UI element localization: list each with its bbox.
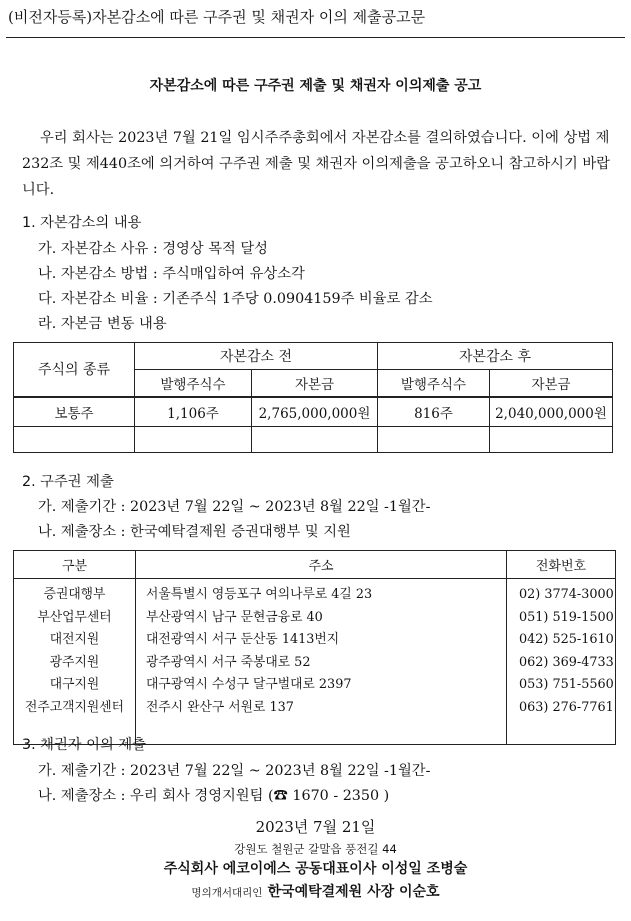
shares-before-value: 1,106주 [135, 397, 252, 427]
section2-item: 가. 제출기간 : 2023년 7월 22일 ~ 2023년 8월 22일 -1월간- [38, 499, 431, 515]
row-stock-type: 보통주 [14, 397, 135, 427]
empty-cell [252, 427, 378, 453]
phone-number: 051) 519-1500 [519, 609, 614, 625]
col-capital-before: 자본금 [252, 370, 378, 397]
address-text: 광주광역시 서구 죽봉대로 52 [146, 654, 311, 670]
document-header: (비전자등록)자본감소에 따른 구주권 및 채권자 이의 제출공고문 [8, 8, 426, 26]
division-list [14, 579, 136, 745]
empty-cell [378, 427, 490, 453]
col-capital-after: 자본금 [490, 370, 613, 397]
capital-change-table [13, 342, 613, 453]
address-list [136, 579, 507, 745]
empty-cell [135, 427, 252, 453]
capital-after-value: 2,040,000,000원 [490, 397, 613, 427]
section3-item: 가. 제출기간 : 2023년 7월 22일 ~ 2023년 8월 22일 -1월간- [38, 763, 431, 779]
phone-number: 063) 276-7761 [519, 699, 614, 715]
phone-list [507, 579, 616, 745]
capital-before-value: 2,765,000,000원 [252, 397, 378, 427]
section2-item: 나. 제출장소 : 한국예탁결제원 증권대행부 및 지원 [38, 524, 351, 540]
address-text: 대구광역시 수성구 달구벌대로 2397 [146, 677, 352, 693]
section3-item: 나. 제출장소 : 우리 회사 경영지원팀 (☎ 1670 - 2350 ) [38, 788, 390, 804]
submission-location-table [13, 550, 616, 745]
phone-number: 02) 3774-3000 [519, 587, 614, 602]
phone-number: 042) 525-1610 [519, 632, 614, 648]
col-shares-after: 발행주식수 [378, 370, 490, 397]
address-text: 대전광역시 서구 둔산동 1413번지 [146, 632, 340, 648]
section1-item: 가. 자본감소 사유 : 경영상 목적 달성 [38, 241, 268, 257]
empty-cell [490, 427, 613, 453]
division-name: 증권대행부 [43, 587, 106, 602]
notice-date: 2023년 7월 21일 [255, 818, 376, 836]
division-name: 광주지원 [49, 654, 100, 670]
col-stock-type: 주식의 종류 [14, 343, 135, 397]
section2-heading: 2. 구주권 제출 [22, 474, 114, 490]
company-representatives: 주식회사 에코이에스 공동대표이사 이성일 조병술 [163, 861, 468, 877]
col-division: 구분 [14, 551, 136, 579]
section1-item: 나. 자본감소 방법 : 주식매입하여 유상소각 [38, 266, 305, 282]
intro-paragraph: 우리 회사는 2023년 7월 21일 임시주주총회에서 자본감소를 결의하였습니다. 이에 상법 제232조 및 제440조에 의거하여 구주권 제출 및 채권자 이의제출을 공고하오니 참고하시기 바랍니다. [22, 130, 610, 198]
transfer-agent-label: 명의개서대리인 [191, 887, 263, 899]
transfer-agent [0, 881, 631, 901]
col-address: 주소 [136, 551, 507, 579]
address-text: 전주시 완산구 서원로 137 [146, 699, 294, 715]
section1-item: 라. 자본금 변동 내용 [38, 316, 167, 332]
address-text: 부산광역시 남구 문현금융로 40 [146, 609, 323, 625]
shares-after-value: 816주 [378, 397, 490, 427]
address-text: 서울특별시 영등포구 여의나루로 4길 23 [146, 587, 373, 602]
division-name: 대구지원 [49, 677, 100, 693]
col-phone: 전화번호 [507, 551, 616, 579]
transfer-agent-name: 한국예탁결제원 사장 이순호 [267, 884, 440, 900]
header-divider [6, 37, 625, 38]
phone-number: 053) 751-5560 [519, 677, 614, 693]
section1-item: 다. 자본감소 비율 : 기존주식 1주당 0.0904159주 비율로 감소 [38, 291, 433, 307]
division-name: 부산업무센터 [37, 609, 112, 625]
company-address: 강원도 철원군 갈말읍 풍전길 44 [234, 842, 397, 856]
col-after-reduction: 자본감소 후 [378, 343, 613, 370]
phone-number: 062) 369-4733 [519, 654, 614, 670]
section3-heading: 3. 채권자 이의 제출 [22, 737, 146, 753]
notice-title: 자본감소에 따른 구주권 제출 및 채권자 이의제출 공고 [149, 78, 482, 94]
division-name: 대전지원 [49, 632, 100, 648]
col-shares-before: 발행주식수 [135, 370, 252, 397]
division-name: 전주고객지원센터 [25, 699, 124, 715]
empty-cell [14, 427, 135, 453]
section1-heading: 1. 자본감소의 내용 [22, 215, 142, 231]
col-before-reduction: 자본감소 전 [135, 343, 378, 370]
